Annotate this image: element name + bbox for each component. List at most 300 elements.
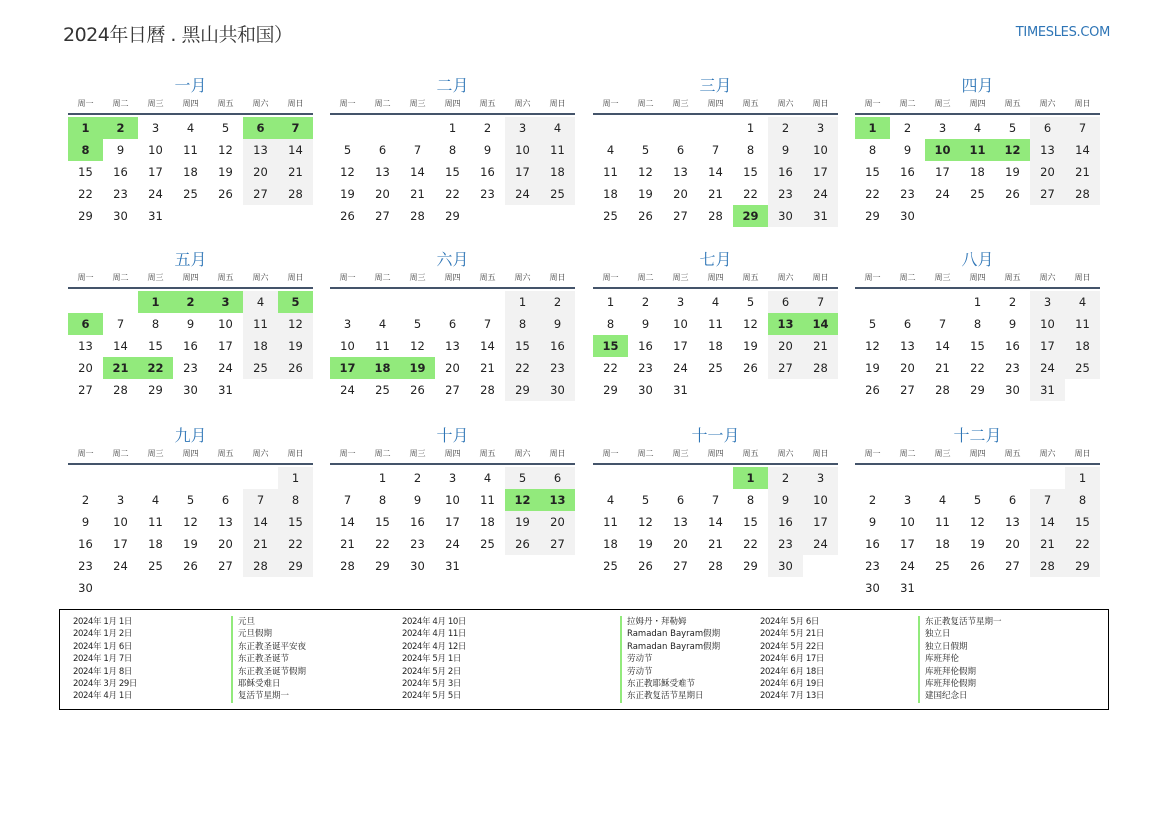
weekday-label: 周二 bbox=[637, 99, 654, 108]
day-cell: 21 bbox=[410, 187, 425, 201]
day-cell: 19 bbox=[970, 537, 985, 551]
day-grid bbox=[593, 117, 838, 227]
day-cell: 22 bbox=[78, 187, 93, 201]
weekday-label: 周六 bbox=[1039, 449, 1056, 458]
empty-cell bbox=[663, 467, 698, 489]
weekday-label: 周三 bbox=[672, 273, 689, 282]
day-grid bbox=[330, 467, 575, 577]
weekday-label: 周三 bbox=[409, 99, 426, 108]
day-cell: 27 bbox=[445, 383, 460, 397]
empty-cell bbox=[855, 467, 890, 489]
day-grid bbox=[330, 117, 575, 227]
day-cell: 11 bbox=[243, 313, 278, 335]
day-cell: 31 bbox=[673, 383, 688, 397]
day-cell: 14 bbox=[243, 511, 278, 533]
day-cell: 9 bbox=[81, 515, 90, 529]
holiday-date: 2024年 5月 21日 bbox=[760, 629, 824, 640]
day-cell: 27 bbox=[540, 533, 575, 555]
month-3 bbox=[593, 75, 838, 227]
weekday-label: 周五 bbox=[742, 273, 759, 282]
day-cell: 13 bbox=[673, 515, 688, 529]
holiday-day-cell: 21 bbox=[103, 357, 138, 379]
holiday-date: 2024年 5月 2日 bbox=[402, 666, 461, 677]
day-cell: 10 bbox=[673, 317, 688, 331]
holiday-name: 东正教圣诞节 bbox=[231, 653, 289, 665]
day-cell: 19 bbox=[1005, 165, 1020, 179]
weekday-label: 周五 bbox=[479, 273, 496, 282]
day-cell: 11 bbox=[935, 515, 950, 529]
weekday-header bbox=[68, 271, 313, 289]
day-cell: 29 bbox=[148, 383, 163, 397]
day-cell: 11 bbox=[375, 339, 390, 353]
day-cell: 3 bbox=[938, 121, 947, 135]
weekday-label: 周三 bbox=[409, 449, 426, 458]
weekday-label: 周一 bbox=[77, 99, 94, 108]
day-cell: 30 bbox=[78, 581, 93, 595]
day-cell: 25 bbox=[148, 559, 163, 573]
day-cell: 29 bbox=[970, 383, 985, 397]
day-cell: 12 bbox=[865, 339, 880, 353]
weekday-label: 周三 bbox=[672, 99, 689, 108]
weekday-label: 周四 bbox=[969, 99, 986, 108]
day-cell: 23 bbox=[540, 357, 575, 379]
day-cell: 24 bbox=[218, 361, 233, 375]
day-cell: 1 bbox=[606, 295, 615, 309]
day-cell: 15 bbox=[445, 165, 460, 179]
day-cell: 10 bbox=[900, 515, 915, 529]
day-cell: 22 bbox=[743, 537, 758, 551]
day-cell: 1 bbox=[1065, 467, 1100, 489]
day-cell: 17 bbox=[803, 511, 838, 533]
day-cell: 27 bbox=[1030, 183, 1065, 205]
day-cell: 8 bbox=[868, 143, 877, 157]
weekday-header bbox=[330, 271, 575, 289]
day-cell: 9 bbox=[483, 143, 492, 157]
day-cell: 8 bbox=[1065, 489, 1100, 511]
day-cell: 3 bbox=[448, 471, 457, 485]
day-cell: 6 bbox=[1008, 493, 1017, 507]
day-cell: 27 bbox=[218, 559, 233, 573]
day-cell: 9 bbox=[903, 143, 912, 157]
weekday-label: 周六 bbox=[514, 449, 531, 458]
month-9 bbox=[68, 425, 313, 599]
day-cell: 7 bbox=[1030, 489, 1065, 511]
holiday-name: 劳动节 bbox=[620, 666, 653, 678]
day-cell: 7 bbox=[711, 143, 720, 157]
site-logo[interactable]: TIMESLES.COM bbox=[1015, 25, 1110, 40]
holiday-date: 2024年 6月 19日 bbox=[760, 678, 824, 689]
day-cell: 2 bbox=[1008, 295, 1017, 309]
day-cell: 22 bbox=[278, 533, 313, 555]
day-cell: 6 bbox=[540, 467, 575, 489]
holiday-name: 元旦假期 bbox=[231, 628, 272, 640]
day-cell: 29 bbox=[1065, 555, 1100, 577]
day-cell: 1 bbox=[278, 467, 313, 489]
day-cell: 24 bbox=[673, 361, 688, 375]
month-2 bbox=[330, 75, 575, 227]
day-cell: 1 bbox=[746, 121, 755, 135]
holiday-date: 2024年 3月 29日 bbox=[73, 678, 137, 689]
day-cell: 10 bbox=[1030, 313, 1065, 335]
holiday-name: 东正教圣诞平安夜 bbox=[231, 641, 306, 653]
day-cell: 3 bbox=[505, 117, 540, 139]
day-cell: 9 bbox=[1008, 317, 1017, 331]
day-cell: 11 bbox=[183, 143, 198, 157]
day-cell: 20 bbox=[768, 335, 803, 357]
day-cell: 27 bbox=[673, 209, 688, 223]
day-cell: 1 bbox=[973, 295, 982, 309]
day-cell: 10 bbox=[148, 143, 163, 157]
day-cell: 19 bbox=[183, 537, 198, 551]
holiday-name: 建国纪念日 bbox=[918, 690, 968, 702]
weekday-label: 周一 bbox=[602, 273, 619, 282]
day-cell: 20 bbox=[243, 161, 278, 183]
day-cell: 16 bbox=[900, 165, 915, 179]
weekday-label: 周四 bbox=[707, 99, 724, 108]
empty-cell bbox=[400, 291, 435, 313]
day-cell: 20 bbox=[673, 537, 688, 551]
day-cell: 18 bbox=[148, 537, 163, 551]
day-cell: 4 bbox=[711, 295, 720, 309]
day-cell: 18 bbox=[603, 187, 618, 201]
month-1 bbox=[68, 75, 313, 227]
day-cell: 12 bbox=[340, 165, 355, 179]
day-cell: 14 bbox=[480, 339, 495, 353]
day-cell: 6 bbox=[903, 317, 912, 331]
day-cell: 16 bbox=[638, 339, 653, 353]
day-cell: 16 bbox=[540, 335, 575, 357]
empty-cell bbox=[365, 117, 400, 139]
day-cell: 10 bbox=[445, 493, 460, 507]
weekday-label: 周二 bbox=[899, 449, 916, 458]
holiday-date: 2024年 6月 18日 bbox=[760, 666, 824, 677]
day-cell: 15 bbox=[148, 339, 163, 353]
weekday-label: 周六 bbox=[252, 99, 269, 108]
month-title: 三月 bbox=[699, 76, 732, 95]
day-cell: 13 bbox=[218, 515, 233, 529]
holiday-name: 东正教圣诞节假期 bbox=[231, 666, 306, 678]
weekday-header bbox=[855, 97, 1100, 115]
day-cell: 16 bbox=[183, 339, 198, 353]
weekday-label: 周六 bbox=[1039, 273, 1056, 282]
day-cell: 30 bbox=[768, 555, 803, 577]
month-5 bbox=[68, 249, 313, 401]
day-cell: 17 bbox=[803, 161, 838, 183]
month-8 bbox=[855, 249, 1100, 401]
day-grid bbox=[68, 467, 313, 599]
weekday-label: 周日 bbox=[1074, 99, 1091, 108]
holiday-name: 东正教复活节星期日 bbox=[620, 690, 704, 702]
day-cell: 5 bbox=[641, 493, 650, 507]
day-cell: 15 bbox=[375, 515, 390, 529]
month-title: 八月 bbox=[961, 250, 994, 269]
day-cell: 9 bbox=[641, 317, 650, 331]
day-cell: 17 bbox=[218, 339, 233, 353]
weekday-label: 周一 bbox=[864, 449, 881, 458]
day-cell: 4 bbox=[151, 493, 160, 507]
day-cell: 21 bbox=[340, 537, 355, 551]
day-cell: 12 bbox=[638, 515, 653, 529]
day-cell: 3 bbox=[343, 317, 352, 331]
day-cell: 28 bbox=[935, 383, 950, 397]
day-cell: 6 bbox=[378, 143, 387, 157]
day-cell: 23 bbox=[768, 183, 803, 205]
empty-cell bbox=[400, 117, 435, 139]
day-cell: 17 bbox=[113, 537, 128, 551]
weekday-label: 周日 bbox=[812, 99, 829, 108]
holiday-day-cell: 6 bbox=[243, 117, 278, 139]
weekday-label: 周五 bbox=[217, 99, 234, 108]
holiday-date: 2024年 4月 1日 bbox=[73, 691, 132, 702]
weekday-label: 周二 bbox=[899, 273, 916, 282]
day-cell: 24 bbox=[340, 383, 355, 397]
holiday-name: 独立日假期 bbox=[918, 641, 968, 653]
day-cell: 24 bbox=[505, 183, 540, 205]
day-cell: 16 bbox=[865, 537, 880, 551]
day-cell: 5 bbox=[186, 493, 195, 507]
holiday-day-cell: 18 bbox=[365, 357, 400, 379]
empty-cell bbox=[890, 291, 925, 313]
day-cell: 20 bbox=[1005, 537, 1020, 551]
day-cell: 6 bbox=[768, 291, 803, 313]
weekday-label: 周五 bbox=[479, 99, 496, 108]
day-cell: 20 bbox=[673, 187, 688, 201]
month-6 bbox=[330, 249, 575, 401]
day-cell: 31 bbox=[900, 581, 915, 595]
day-cell: 18 bbox=[1065, 335, 1100, 357]
day-cell: 23 bbox=[1005, 361, 1020, 375]
day-cell: 14 bbox=[340, 515, 355, 529]
day-cell: 20 bbox=[218, 537, 233, 551]
weekday-header bbox=[855, 271, 1100, 289]
day-cell: 28 bbox=[410, 209, 425, 223]
day-cell: 25 bbox=[603, 559, 618, 573]
holiday-name: 东正教复活节星期一 bbox=[918, 616, 1002, 628]
day-cell: 26 bbox=[278, 357, 313, 379]
day-cell: 18 bbox=[540, 161, 575, 183]
empty-cell bbox=[960, 467, 995, 489]
holiday-day-cell: 3 bbox=[208, 291, 243, 313]
day-cell: 10 bbox=[113, 515, 128, 529]
weekday-label: 周五 bbox=[479, 449, 496, 458]
day-cell: 7 bbox=[803, 291, 838, 313]
day-cell: 12 bbox=[970, 515, 985, 529]
month-title: 九月 bbox=[174, 426, 207, 445]
day-cell: 26 bbox=[218, 187, 233, 201]
day-cell: 23 bbox=[480, 187, 495, 201]
day-cell: 20 bbox=[78, 361, 93, 375]
day-cell: 9 bbox=[186, 317, 195, 331]
day-cell: 5 bbox=[746, 295, 755, 309]
holiday-day-cell: 1 bbox=[855, 117, 890, 139]
day-cell: 6 bbox=[448, 317, 457, 331]
holiday-day-cell: 29 bbox=[733, 205, 768, 227]
day-grid bbox=[593, 291, 838, 401]
day-cell: 5 bbox=[641, 143, 650, 157]
day-cell: 4 bbox=[973, 121, 982, 135]
month-7 bbox=[593, 249, 838, 401]
empty-cell bbox=[995, 467, 1030, 489]
day-cell: 3 bbox=[1030, 291, 1065, 313]
day-cell: 5 bbox=[868, 317, 877, 331]
holiday-name: 耶稣受难日 bbox=[231, 678, 281, 690]
day-cell: 8 bbox=[606, 317, 615, 331]
weekday-label: 周二 bbox=[112, 99, 129, 108]
weekday-label: 周四 bbox=[969, 273, 986, 282]
day-cell: 8 bbox=[746, 143, 755, 157]
day-cell: 3 bbox=[151, 121, 160, 135]
day-cell: 22 bbox=[445, 187, 460, 201]
empty-cell bbox=[1030, 467, 1065, 489]
day-cell: 1 bbox=[505, 291, 540, 313]
day-cell: 15 bbox=[78, 165, 93, 179]
weekday-header bbox=[68, 97, 313, 115]
holiday-name: 独立日 bbox=[918, 628, 951, 640]
day-cell: 20 bbox=[1030, 161, 1065, 183]
day-cell: 16 bbox=[113, 165, 128, 179]
day-cell: 24 bbox=[148, 187, 163, 201]
weekday-label: 周日 bbox=[1074, 449, 1091, 458]
day-cell: 29 bbox=[375, 559, 390, 573]
day-grid bbox=[68, 291, 313, 401]
day-cell: 27 bbox=[768, 357, 803, 379]
weekday-label: 周五 bbox=[742, 99, 759, 108]
day-cell: 22 bbox=[865, 187, 880, 201]
weekday-label: 周一 bbox=[864, 99, 881, 108]
month-title: 一月 bbox=[174, 76, 207, 95]
day-cell: 5 bbox=[221, 121, 230, 135]
day-cell: 28 bbox=[1065, 183, 1100, 205]
weekday-label: 周二 bbox=[374, 99, 391, 108]
day-cell: 21 bbox=[935, 361, 950, 375]
empty-cell bbox=[365, 291, 400, 313]
day-cell: 13 bbox=[78, 339, 93, 353]
weekday-label: 周四 bbox=[182, 449, 199, 458]
month-11 bbox=[593, 425, 838, 577]
day-cell: 18 bbox=[480, 515, 495, 529]
day-cell: 17 bbox=[673, 339, 688, 353]
month-10 bbox=[330, 425, 575, 577]
empty-cell bbox=[208, 467, 243, 489]
day-cell: 26 bbox=[505, 533, 540, 555]
weekday-header bbox=[593, 271, 838, 289]
holiday-date: 2024年 1月 1日 bbox=[73, 617, 132, 627]
day-cell: 31 bbox=[803, 205, 838, 227]
day-cell: 3 bbox=[676, 295, 685, 309]
holiday-day-cell: 6 bbox=[68, 313, 103, 335]
day-cell: 10 bbox=[218, 317, 233, 331]
holiday-date: 2024年 7月 13日 bbox=[760, 691, 824, 702]
day-grid bbox=[68, 117, 313, 227]
day-cell: 5 bbox=[1008, 121, 1017, 135]
empty-cell bbox=[890, 467, 925, 489]
day-cell: 23 bbox=[638, 361, 653, 375]
day-cell: 17 bbox=[1030, 335, 1065, 357]
holiday-date: 2024年 5月 1日 bbox=[402, 654, 461, 665]
day-cell: 14 bbox=[935, 339, 950, 353]
day-cell: 24 bbox=[1030, 357, 1065, 379]
day-cell: 3 bbox=[903, 493, 912, 507]
day-cell: 14 bbox=[278, 139, 313, 161]
day-cell: 14 bbox=[410, 165, 425, 179]
day-cell: 12 bbox=[743, 317, 758, 331]
day-cell: 24 bbox=[445, 537, 460, 551]
day-cell: 15 bbox=[865, 165, 880, 179]
day-cell: 17 bbox=[900, 537, 915, 551]
day-cell: 15 bbox=[743, 165, 758, 179]
day-cell: 29 bbox=[278, 555, 313, 577]
day-cell: 13 bbox=[1030, 139, 1065, 161]
weekday-label: 周二 bbox=[374, 273, 391, 282]
day-cell: 12 bbox=[278, 313, 313, 335]
weekday-label: 周五 bbox=[217, 449, 234, 458]
day-cell: 31 bbox=[148, 209, 163, 223]
day-cell: 11 bbox=[148, 515, 163, 529]
day-cell: 15 bbox=[505, 335, 540, 357]
empty-cell bbox=[138, 467, 173, 489]
day-cell: 28 bbox=[340, 559, 355, 573]
day-cell: 24 bbox=[803, 533, 838, 555]
empty-cell bbox=[103, 291, 138, 313]
weekday-label: 周五 bbox=[1004, 449, 1021, 458]
weekday-label: 周日 bbox=[1074, 273, 1091, 282]
day-cell: 28 bbox=[113, 383, 128, 397]
day-cell: 13 bbox=[243, 139, 278, 161]
empty-cell bbox=[68, 291, 103, 313]
day-cell: 13 bbox=[900, 339, 915, 353]
day-cell: 29 bbox=[78, 209, 93, 223]
day-cell: 2 bbox=[483, 121, 492, 135]
day-cell: 4 bbox=[483, 471, 492, 485]
holiday-day-cell: 1 bbox=[138, 291, 173, 313]
holiday-date: 2024年 1月 6日 bbox=[73, 641, 132, 652]
day-cell: 21 bbox=[708, 187, 723, 201]
holiday-date: 2024年 4月 12日 bbox=[402, 641, 466, 652]
day-cell: 15 bbox=[1065, 511, 1100, 533]
day-cell: 27 bbox=[243, 183, 278, 205]
day-cell: 7 bbox=[938, 317, 947, 331]
day-cell: 21 bbox=[278, 161, 313, 183]
holiday-date: 2024年 1月 2日 bbox=[73, 629, 132, 640]
day-cell: 31 bbox=[1030, 379, 1065, 401]
weekday-label: 周二 bbox=[899, 99, 916, 108]
holiday-day-cell: 5 bbox=[278, 291, 313, 313]
weekday-label: 周六 bbox=[777, 99, 794, 108]
day-cell: 7 bbox=[413, 143, 422, 157]
day-cell: 26 bbox=[970, 559, 985, 573]
empty-cell bbox=[243, 467, 278, 489]
day-cell: 30 bbox=[638, 383, 653, 397]
weekday-label: 周四 bbox=[182, 273, 199, 282]
day-cell: 16 bbox=[768, 161, 803, 183]
day-cell: 5 bbox=[505, 467, 540, 489]
day-cell: 5 bbox=[413, 317, 422, 331]
empty-cell bbox=[628, 467, 663, 489]
day-cell: 5 bbox=[343, 143, 352, 157]
weekday-label: 周二 bbox=[637, 273, 654, 282]
day-cell: 27 bbox=[1005, 559, 1020, 573]
empty-cell bbox=[698, 467, 733, 489]
empty-cell bbox=[698, 117, 733, 139]
day-cell: 8 bbox=[151, 317, 160, 331]
day-cell: 21 bbox=[708, 537, 723, 551]
day-cell: 1 bbox=[448, 121, 457, 135]
day-cell: 18 bbox=[243, 335, 278, 357]
day-cell: 10 bbox=[803, 139, 838, 161]
day-grid bbox=[855, 117, 1100, 227]
month-title: 四月 bbox=[961, 76, 994, 95]
day-cell: 26 bbox=[1005, 187, 1020, 201]
